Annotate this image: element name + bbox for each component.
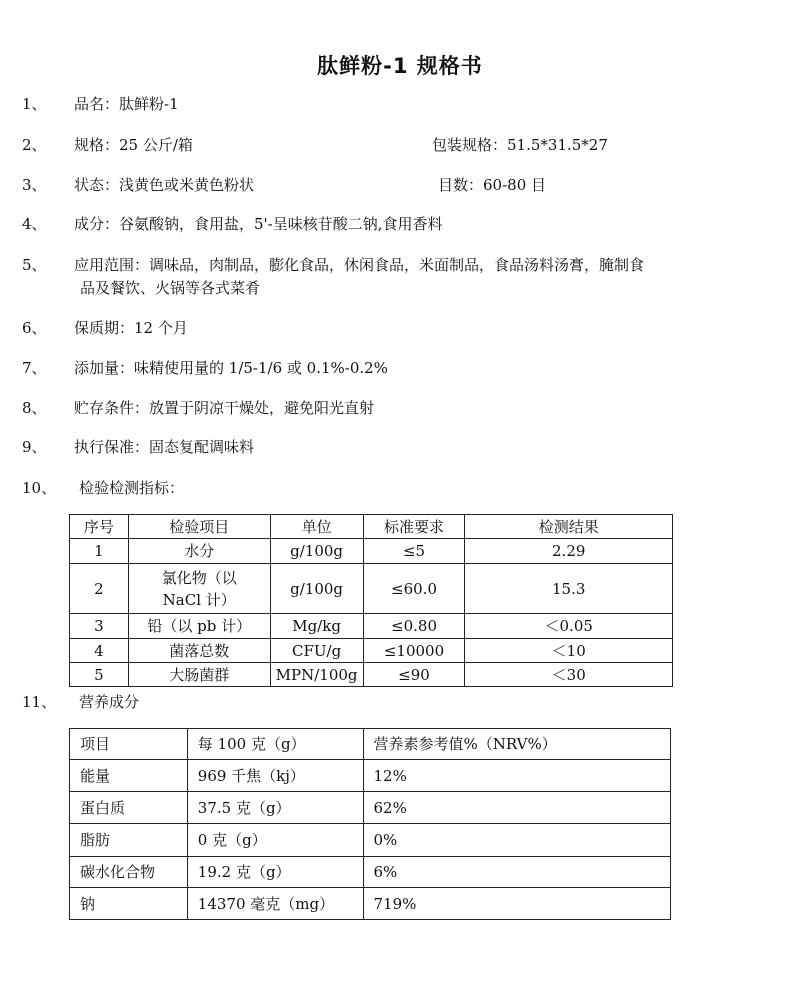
table-row	[70, 614, 673, 639]
table-row	[70, 760, 671, 792]
table-cell: 12%	[363, 760, 670, 792]
item-text-continued: 品及餐饮、火锅等各式菜肴	[80, 279, 261, 297]
table-cell: 15.3	[465, 564, 673, 614]
item-right-text: 目数：60-80 目	[438, 176, 547, 194]
table-cell: 大肠菌群	[128, 663, 270, 687]
header-cell: 营养素参考值%（NRV%）	[363, 729, 670, 760]
table-row	[70, 888, 671, 920]
item-number: 1、	[22, 95, 47, 113]
table-cell: 3	[70, 614, 129, 639]
table-cell: 0%	[363, 824, 670, 857]
item-text: 执行保准：固态复配调味料	[74, 438, 255, 456]
table-cell: g/100g	[270, 539, 363, 564]
table-header-row	[70, 515, 673, 539]
table-cell: ＜10	[465, 639, 673, 663]
item-number: 3、	[22, 176, 47, 194]
table-row	[70, 539, 673, 564]
item-number: 11、	[22, 693, 57, 711]
document-title: 肽鲜粉-1 规格书	[317, 54, 483, 78]
table-cell: 1	[70, 539, 129, 564]
header-cell: 检验项目	[128, 515, 270, 539]
table-cell: ≤5	[363, 539, 465, 564]
header-cell: 单位	[270, 515, 363, 539]
item-text: 贮存条件：放置于阴凉干燥处，避免阳光直射	[74, 399, 375, 417]
table-row	[70, 792, 671, 824]
table-cell: 钠	[70, 888, 188, 920]
table-cell: 4	[70, 639, 129, 663]
item-number: 9、	[22, 438, 47, 456]
table-cell: MPN/100g	[270, 663, 363, 687]
table-cell: Mg/kg	[270, 614, 363, 639]
item-text: 保质期：12 个月	[74, 319, 188, 337]
table-cell: 蛋白质	[70, 792, 188, 824]
table-cell: 5	[70, 663, 129, 687]
item-text: 添加量：味精使用量的 1/5-1/6 或 0.1%-0.2%	[74, 359, 388, 377]
item-number: 5、	[22, 256, 47, 274]
test-indicators-table	[69, 514, 673, 687]
header-cell: 标准要求	[363, 515, 465, 539]
item-number: 4、	[22, 215, 47, 233]
table-cell: 62%	[363, 792, 670, 824]
item-text: 营养成分	[79, 693, 140, 711]
table-cell: CFU/g	[270, 639, 363, 663]
table-row	[70, 857, 671, 888]
item-text: 检验检测指标：	[79, 479, 185, 497]
table-cell: 14370 毫克（mg）	[187, 888, 363, 920]
table-cell: g/100g	[270, 564, 363, 614]
table-cell: 37.5 克（g）	[187, 792, 363, 824]
table-row	[70, 663, 673, 687]
table-cell: ≤90	[363, 663, 465, 687]
item-number: 8、	[22, 399, 47, 417]
table-cell: ≤60.0	[363, 564, 465, 614]
table-cell: 菌落总数	[128, 639, 270, 663]
table-cell: ≤10000	[363, 639, 465, 663]
table-cell: 碳水化合物	[70, 857, 188, 888]
table-cell: 19.2 克（g）	[187, 857, 363, 888]
table-cell: 水分	[128, 539, 270, 564]
table-cell: ≤0.80	[363, 614, 465, 639]
table-row	[70, 639, 673, 663]
table-row	[70, 564, 673, 614]
table-cell: 0 克（g）	[187, 824, 363, 857]
table-cell: 能量	[70, 760, 188, 792]
nutrition-table	[69, 728, 671, 920]
item-number: 6、	[22, 319, 47, 337]
table-cell: ＜0.05	[465, 614, 673, 639]
item-right-text: 包装规格：51.5*31.5*27	[432, 136, 608, 154]
table-cell: 2	[70, 564, 129, 614]
item-text: 状态：浅黄色或米黄色粉状	[74, 176, 255, 194]
table-cell: 969 千焦（kj）	[187, 760, 363, 792]
header-cell: 序号	[70, 515, 129, 539]
table-cell: 719%	[363, 888, 670, 920]
item-text: 应用范围：调味品，肉制品，膨化食品，休闲食品，米面制品，食品汤料汤膏，腌制食	[74, 256, 645, 274]
table-cell: ＜30	[465, 663, 673, 687]
table-cell: 氯化物（以 NaCl 计）	[128, 564, 270, 614]
table-cell: 2.29	[465, 539, 673, 564]
table-cell: 铅（以 pb 计）	[128, 614, 270, 639]
table-cell: 脂肪	[70, 824, 188, 857]
header-cell: 检测结果	[465, 515, 673, 539]
item-text: 规格：25 公斤/箱	[74, 136, 193, 154]
header-cell: 项目	[70, 729, 188, 760]
item-number: 2、	[22, 136, 47, 154]
table-cell: 6%	[363, 857, 670, 888]
table-header-row	[70, 729, 671, 760]
item-text: 品名：肽鲜粉-1	[74, 95, 179, 113]
item-number: 10、	[22, 479, 57, 497]
item-number: 7、	[22, 359, 47, 377]
item-text: 成分：谷氨酸钠，食用盐，5'-呈味核苷酸二钠,食用香料	[74, 215, 443, 233]
header-cell: 每 100 克（g）	[187, 729, 363, 760]
table-row	[70, 824, 671, 857]
